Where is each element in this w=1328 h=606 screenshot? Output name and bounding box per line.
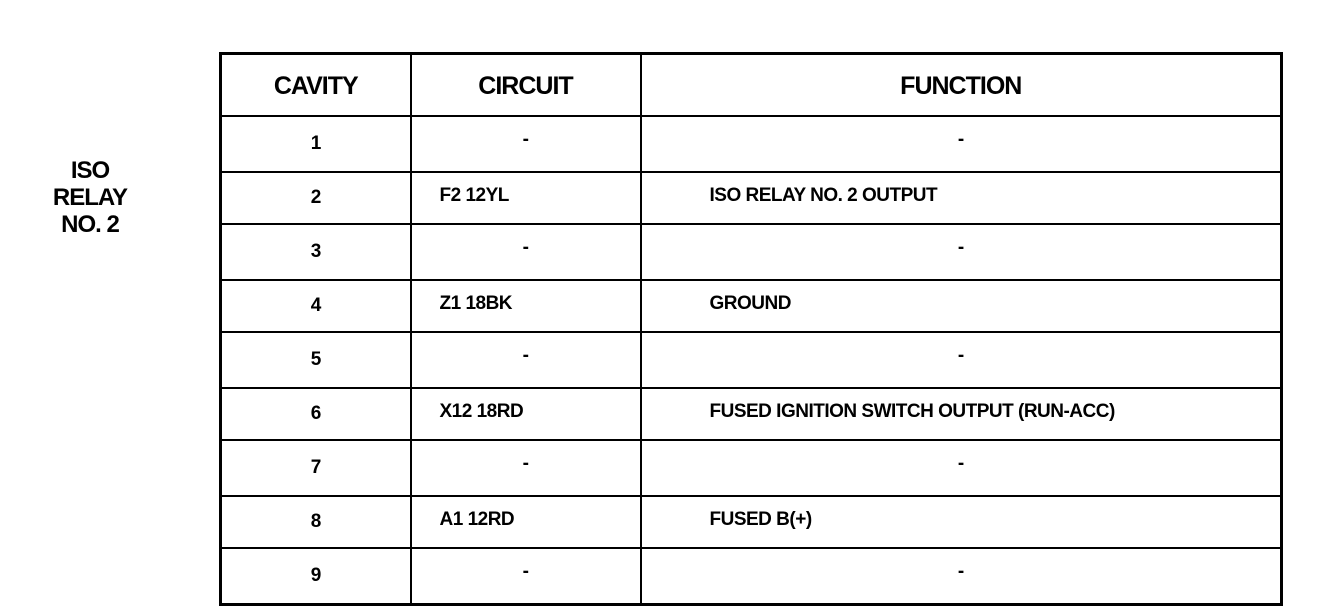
- table-row: [221, 332, 1282, 388]
- connector-label-line-1: ISO: [70, 157, 110, 184]
- table-body: [221, 116, 1282, 605]
- cavity-cell: 7: [221, 440, 411, 496]
- table-row: [221, 224, 1282, 280]
- cavity-cell: 6: [221, 388, 411, 440]
- circuit-cell: A1 12RD: [411, 496, 641, 548]
- connector-label-line-2: RELAY: [52, 184, 128, 211]
- cavity-cell: 5: [221, 332, 411, 388]
- table-row: [221, 440, 1282, 496]
- cavity-cell: 8: [221, 496, 411, 548]
- cavity-cell: 9: [221, 548, 411, 605]
- circuit-cell: -: [411, 224, 641, 280]
- connector-label-line-3: NO. 2: [61, 211, 119, 238]
- function-cell: -: [641, 224, 1282, 280]
- cavity-cell: 4: [221, 280, 411, 332]
- table-row: [221, 548, 1282, 605]
- header-function: FUNCTION: [641, 54, 1282, 117]
- table-header-row: [221, 54, 1282, 117]
- function-cell: -: [641, 548, 1282, 605]
- connector-pinout-table: [219, 52, 1283, 606]
- table-row: [221, 116, 1282, 172]
- circuit-cell: -: [411, 332, 641, 388]
- circuit-cell: Z1 18BK: [411, 280, 641, 332]
- function-cell: -: [641, 332, 1282, 388]
- function-cell: FUSED B(+): [641, 496, 1282, 548]
- table-row: [221, 496, 1282, 548]
- table-row: [221, 172, 1282, 224]
- table-row: [221, 280, 1282, 332]
- circuit-cell: -: [411, 440, 641, 496]
- cavity-cell: 1: [221, 116, 411, 172]
- function-cell: GROUND: [641, 280, 1282, 332]
- function-cell: -: [641, 116, 1282, 172]
- header-cavity: CAVITY: [221, 54, 411, 117]
- header-circuit: CIRCUIT: [411, 54, 641, 117]
- circuit-cell: X12 18RD: [411, 388, 641, 440]
- function-cell: FUSED IGNITION SWITCH OUTPUT (RUN-ACC): [641, 388, 1282, 440]
- cavity-cell: 2: [221, 172, 411, 224]
- cavity-cell: 3: [221, 224, 411, 280]
- circuit-cell: -: [411, 548, 641, 605]
- circuit-cell: -: [411, 116, 641, 172]
- function-cell: ISO RELAY NO. 2 OUTPUT: [641, 172, 1282, 224]
- circuit-cell: F2 12YL: [411, 172, 641, 224]
- function-cell: -: [641, 440, 1282, 496]
- connector-label: [40, 157, 140, 238]
- table-row: [221, 388, 1282, 440]
